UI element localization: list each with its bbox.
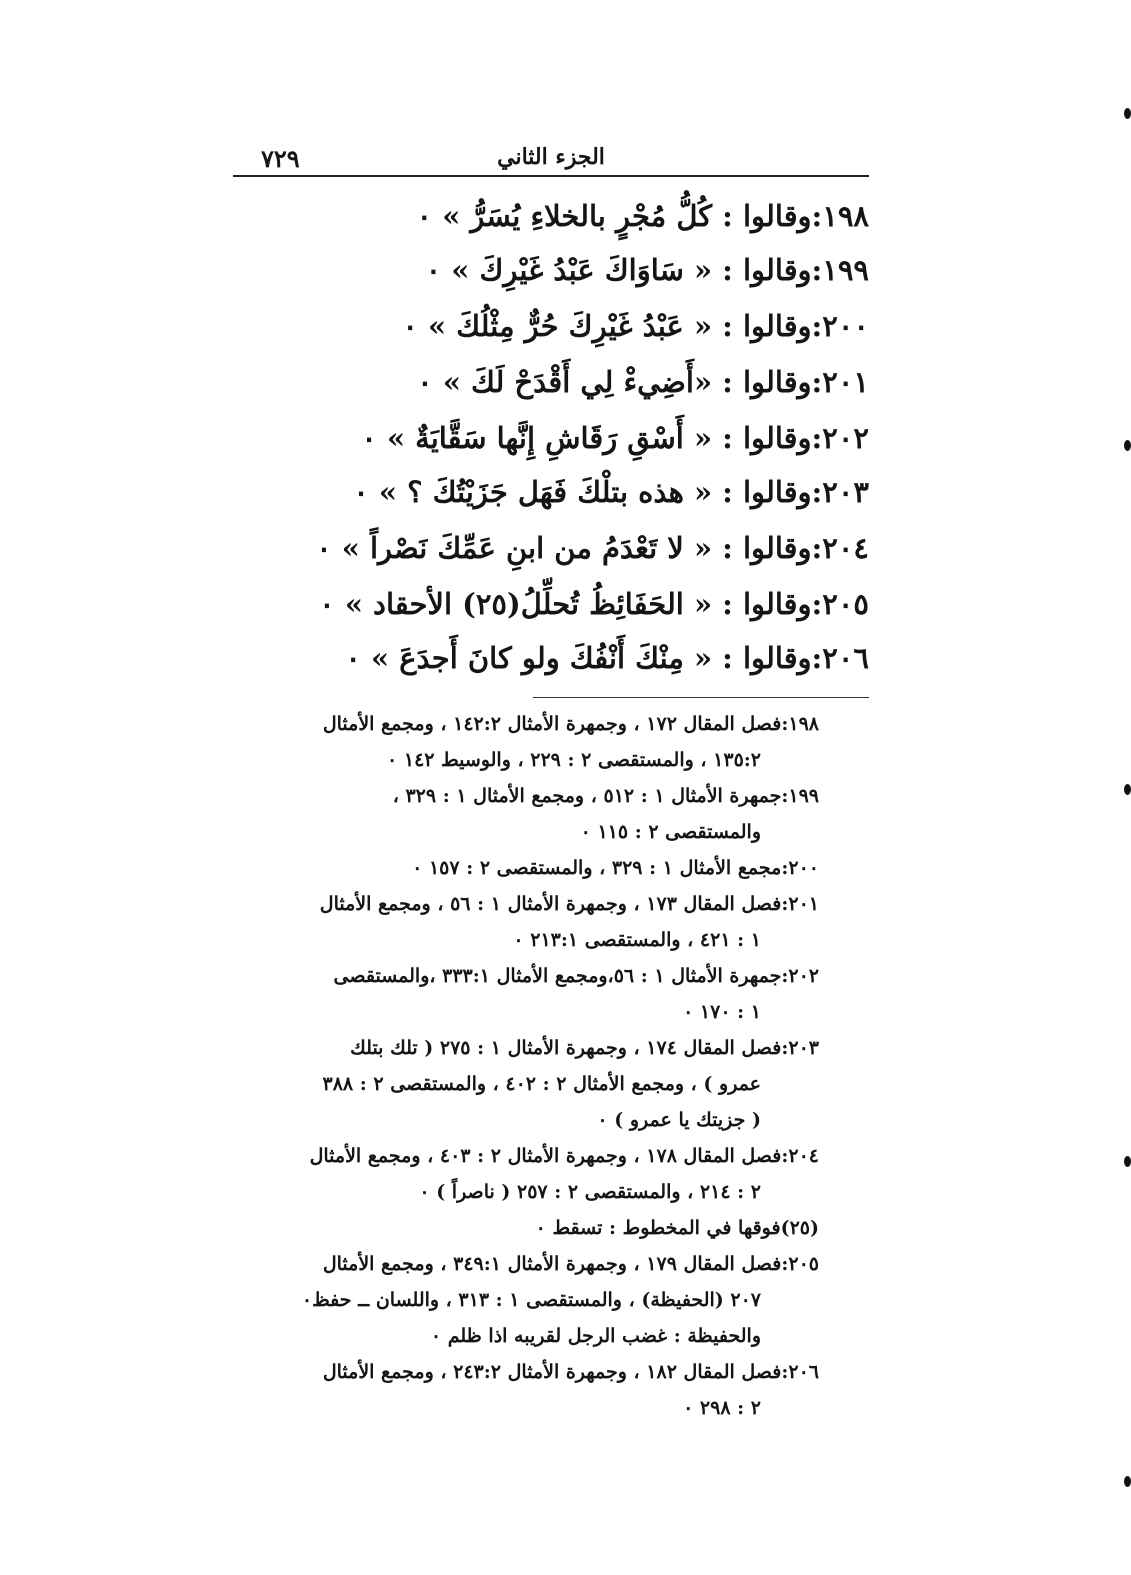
proverb-205: ٢٠٥:وقالوا : « الحَفَائِظُ تُحلِّلُ(٢٥) الأحقاد » ٠ [319, 587, 869, 621]
proverb-200: ٢٠٠:وقالوا : « عَبْدُ غَيْرِكَ حُرٌّ مِثْلُكَ » ٠ [402, 309, 869, 343]
running-title: الجزء الثاني [497, 144, 605, 170]
note-201-line-1: ٢٠١:فصل المقال ١٧٣ ، وجمهرة الأمثال ١ : ٥٦ ، ومجمع الأمثال [319, 893, 819, 915]
scan-speck [1124, 1156, 1131, 1167]
note-204-line-2: ٢ : ٢١٤ ، والمستقصى ٢ : ٢٥٧ ( ناصراً ) ٠ [419, 1181, 761, 1203]
note-199-line-2: والمستقصى ٢ : ١١٥ ٠ [580, 821, 761, 843]
footnotes [302, 706, 819, 1426]
scan-speck [1124, 1476, 1131, 1487]
scan-speck [1124, 440, 1131, 451]
page-header [233, 140, 869, 176]
proverb-201: ٢٠١:وقالوا : «أَضِيءْ لِي أَقْدَحْ لَكَ » ٠ [417, 365, 869, 399]
note-200-line-1: ٢٠٠:مجمع الأمثال ١ : ٣٢٩ ، والمستقصى ٢ : ١٥٧ ٠ [412, 857, 819, 879]
note-204-line-1: ٢٠٤:فصل المقال ١٧٨ ، وجمهرة الأمثال ٢ : ٤٠٣ ، ومجمع الأمثال [309, 1145, 819, 1167]
proverb-203: ٢٠٣:وقالوا : « هذه بتلْكَ فَهَل جَزَيْتُكَ ؟ » ٠ [353, 475, 869, 509]
proverb-202: ٢٠٢:وقالوا : « أَسْقِ رَقَاشِ إِنَّها سَقَّايَةٌ » ٠ [361, 421, 869, 455]
proverb-206: ٢٠٦:وقالوا : « مِنْكَ أَنْفُكَ ولو كانَ أَجدَعَ » ٠ [345, 641, 869, 675]
note-198-line-2: ١٣٥:٢ ، والمستقصى ٢ : ٢٢٩ ، والوسيط ١٤٢ ٠ [387, 749, 761, 771]
note-205-line-3: والحفيظة : غضب الرجل لقريبه اذا ظلم ٠ [430, 1325, 761, 1347]
note-203-line-3: ( جزيتك يا عمرو ) ٠ [597, 1109, 761, 1131]
note-205-line-1: ٢٠٥:فصل المقال ١٧٩ ، وجمهرة الأمثال ٣٤٩:١ ، ومجمع الأمثال [322, 1253, 819, 1275]
note-206-line-1: ٢٠٦:فصل المقال ١٨٢ ، وجمهرة الأمثال ٢٤٣:٢ ، ومجمع الأمثال [322, 1361, 819, 1383]
footnote-rule [533, 697, 869, 698]
header-rule [233, 175, 869, 177]
note-202-line-2: ١ : ١٧٠ ٠ [683, 1001, 761, 1023]
note-199-line-1: ١٩٩:جمهرة الأمثال ١ : ٥١٢ ، ومجمع الأمثال ١ : ٣٢٩ ، [392, 785, 819, 807]
proverb-199: ١٩٩:وقالوا : « سَاوَاكَ عَبْدُ غَيْرِكَ » ٠ [425, 253, 869, 287]
note-203-line-2: عمرو ) ، ومجمع الأمثال ٢ : ٤٠٢ ، والمستقصى ٢ : ٣٨٨ [322, 1073, 761, 1095]
note-202-line-1: ٢٠٢:جمهرة الأمثال ١ : ٥٦،ومجمع الأمثال ٣٣٣:١ ،والمستقصى [333, 965, 819, 987]
note-205-line-2: ٢٠٧ (الحفيظة) ، والمستقصى ١ : ٣١٣ ، واللسان ــ حفظ٠ [301, 1289, 761, 1311]
proverb-198: ١٩٨:وقالوا : كُلُّ مُجْرٍ بالخلاءِ يُسَرُّ » ٠ [416, 199, 869, 233]
page-number: ٧٢٩ [261, 144, 300, 173]
note-201-line-2: ١ : ٤٢١ ، والمستقصى ٢١٣:١ ٠ [513, 929, 761, 951]
scan-speck [1124, 108, 1131, 119]
note-206-line-2: ٢ : ٢٩٨ ٠ [683, 1397, 761, 1419]
footnote-25: (٢٥)فوقها في المخطوط : تسقط ٠ [535, 1217, 819, 1239]
proverb-204: ٢٠٤:وقالوا : « لا تَعْدَمُ من ابنِ عَمِّكَ نَصْراً » ٠ [316, 531, 869, 565]
scan-speck [1124, 784, 1131, 795]
note-203-line-1: ٢٠٣:فصل المقال ١٧٤ ، وجمهرة الأمثال ١ : ٢٧٥ ( تلك بتلك [350, 1037, 819, 1059]
note-198-line-1: ١٩٨:فصل المقال ١٧٢ ، وجمهرة الأمثال ١٤٢:٢ ، ومجمع الأمثال [322, 713, 819, 735]
